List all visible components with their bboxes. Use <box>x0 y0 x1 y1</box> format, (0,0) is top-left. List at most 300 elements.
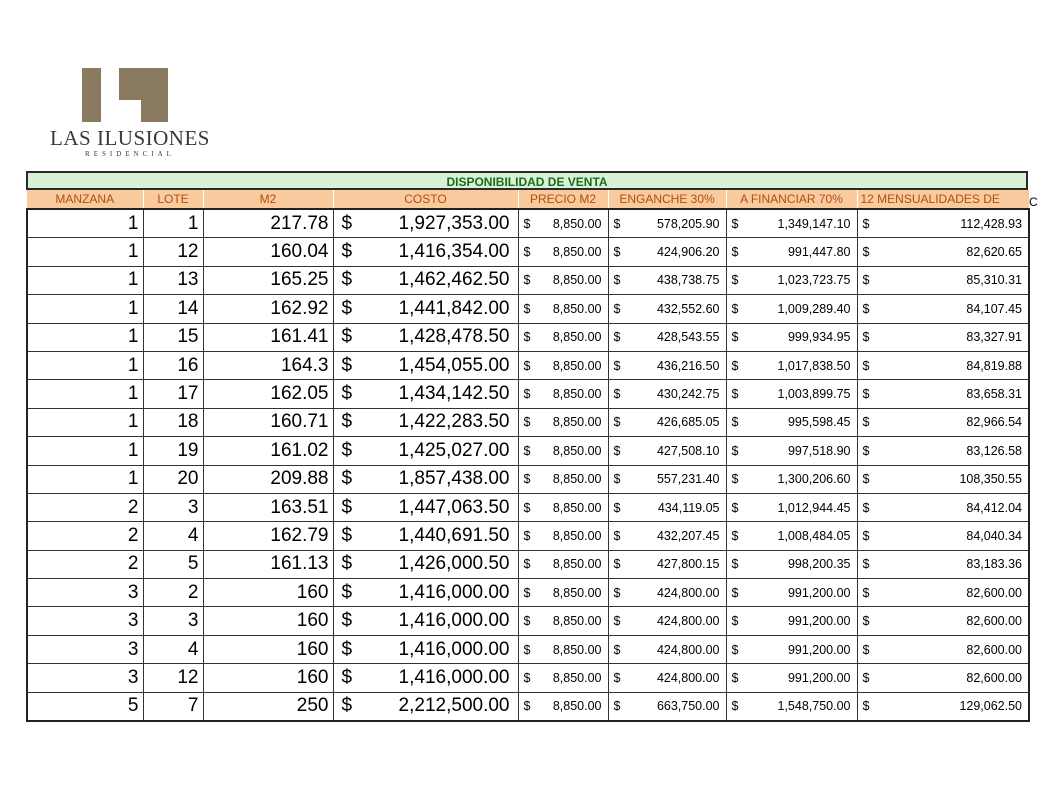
cell-financiar <box>726 493 857 521</box>
cell-financiar <box>726 664 857 692</box>
table-row <box>27 209 1029 238</box>
cell-m2: 250 <box>203 692 333 721</box>
amount: 84,107.45 <box>966 301 1022 316</box>
cell-manzana: 2 <box>27 522 143 550</box>
cell-manzana: 3 <box>27 635 143 663</box>
currency-symbol: $ <box>731 642 739 657</box>
cell-manzana: 3 <box>27 664 143 692</box>
amount: 8,850.00 <box>552 415 602 430</box>
amount: 1,023,723.75 <box>777 273 851 288</box>
amount: 85,310.31 <box>966 273 1022 288</box>
amount: 82,600.00 <box>966 585 1022 600</box>
currency-symbol: $ <box>731 443 739 458</box>
cell-financiar <box>726 380 857 408</box>
cell-lote: 7 <box>143 692 203 721</box>
cell-manzana: 5 <box>27 692 143 721</box>
cell-enganche <box>608 380 726 408</box>
amount: 8,850.00 <box>552 273 602 288</box>
amount: 84,819.88 <box>966 358 1022 373</box>
amount: 8,850.00 <box>552 301 602 316</box>
cell-mensualidades <box>857 408 1029 436</box>
amount: 995,598.45 <box>787 415 851 430</box>
header-manzana: MANZANA <box>27 190 143 209</box>
currency-symbol: $ <box>862 472 870 487</box>
cell-lote: 3 <box>143 607 203 635</box>
amount: 432,552.60 <box>656 301 720 316</box>
cell-lote: 15 <box>143 323 203 351</box>
cell-financiar <box>726 266 857 294</box>
amount: 991,200.00 <box>787 670 851 685</box>
currency-symbol: $ <box>523 472 531 487</box>
cell-costo <box>333 266 518 294</box>
cell-costo <box>333 323 518 351</box>
cell-precio-m2 <box>518 238 608 266</box>
amount: 1,447,063.50 <box>398 496 510 518</box>
table-row <box>27 607 1029 635</box>
cell-precio-m2 <box>518 550 608 578</box>
amount: 82,600.00 <box>966 614 1022 629</box>
cell-manzana: 1 <box>27 323 143 351</box>
currency-symbol: $ <box>341 383 353 405</box>
cell-enganche <box>608 635 726 663</box>
amount: 434,119.05 <box>657 500 720 515</box>
table-row <box>27 635 1029 663</box>
cell-m2: 209.88 <box>203 465 333 493</box>
cell-m2: 160 <box>203 664 333 692</box>
cell-enganche <box>608 522 726 550</box>
amount: 999,934.95 <box>787 330 851 345</box>
availability-sheet <box>26 171 1028 722</box>
amount: 8,850.00 <box>552 670 602 685</box>
cell-enganche <box>608 209 726 238</box>
amount: 8,850.00 <box>552 614 602 629</box>
currency-symbol: $ <box>613 330 621 345</box>
table-row <box>27 465 1029 493</box>
cell-costo <box>333 664 518 692</box>
amount: 428,543.55 <box>656 330 720 345</box>
cell-mensualidades <box>857 295 1029 323</box>
cell-manzana: 1 <box>27 380 143 408</box>
cell-lote: 20 <box>143 465 203 493</box>
currency-symbol: $ <box>523 614 531 629</box>
currency-symbol: $ <box>613 642 621 657</box>
cell-precio-m2 <box>518 465 608 493</box>
currency-symbol: $ <box>731 387 739 402</box>
currency-symbol: $ <box>862 443 870 458</box>
amount: 1,425,027.00 <box>398 439 510 461</box>
cell-m2: 161.02 <box>203 437 333 465</box>
currency-symbol: $ <box>523 216 531 231</box>
currency-symbol: $ <box>613 216 621 231</box>
amount: 1,416,354.00 <box>398 241 510 263</box>
amount: 1,008,484.05 <box>777 528 851 543</box>
cell-enganche <box>608 295 726 323</box>
header-m2: M2 <box>203 190 333 209</box>
amount: 8,850.00 <box>552 557 602 572</box>
table-row <box>27 351 1029 379</box>
amount: 83,183.36 <box>966 557 1022 572</box>
currency-symbol: $ <box>341 581 353 603</box>
currency-symbol: $ <box>731 614 739 629</box>
cell-manzana: 1 <box>27 238 143 266</box>
cell-lote: 5 <box>143 550 203 578</box>
header-financiar: A FINANCIAR 70% <box>726 190 857 209</box>
cell-enganche <box>608 323 726 351</box>
currency-symbol: $ <box>613 387 621 402</box>
currency-symbol: $ <box>523 387 531 402</box>
currency-symbol: $ <box>862 273 870 288</box>
currency-symbol: $ <box>523 699 531 714</box>
amount: 1,017,838.50 <box>777 358 851 373</box>
cell-lote: 17 <box>143 380 203 408</box>
cell-lote: 13 <box>143 266 203 294</box>
amount: 8,850.00 <box>552 699 602 714</box>
amount: 8,850.00 <box>552 642 602 657</box>
currency-symbol: $ <box>341 411 353 433</box>
currency-symbol: $ <box>341 354 353 376</box>
amount: 1,416,000.00 <box>398 638 510 660</box>
cell-mensualidades <box>857 209 1029 238</box>
amount: 83,327.91 <box>966 330 1022 345</box>
table-row <box>27 408 1029 436</box>
cell-precio-m2 <box>518 351 608 379</box>
cell-manzana: 3 <box>27 607 143 635</box>
cell-precio-m2 <box>518 607 608 635</box>
amount: 8,850.00 <box>552 245 602 260</box>
header-lote: LOTE <box>143 190 203 209</box>
currency-symbol: $ <box>862 358 870 373</box>
amount: 424,906.20 <box>656 245 720 260</box>
currency-symbol: $ <box>862 245 870 260</box>
cell-enganche <box>608 408 726 436</box>
currency-symbol: $ <box>731 216 739 231</box>
cell-manzana: 1 <box>27 295 143 323</box>
amount: 1,300,206.60 <box>777 472 851 487</box>
currency-symbol: $ <box>341 241 353 263</box>
cell-precio-m2 <box>518 579 608 607</box>
amount: 663,750.00 <box>656 699 720 714</box>
amount: 1,003,899.75 <box>777 387 851 402</box>
cell-manzana: 1 <box>27 209 143 238</box>
amount: 1,416,000.00 <box>398 581 510 603</box>
currency-symbol: $ <box>523 301 531 316</box>
cell-manzana: 2 <box>27 550 143 578</box>
currency-symbol: $ <box>523 528 531 543</box>
amount: 1,548,750.00 <box>777 699 851 714</box>
currency-symbol: $ <box>523 500 531 515</box>
cell-lote: 1 <box>143 209 203 238</box>
availability-table <box>26 190 1030 722</box>
amount: 427,800.15 <box>656 557 720 572</box>
currency-symbol: $ <box>731 670 739 685</box>
cell-mensualidades <box>857 266 1029 294</box>
cell-m2: 160.71 <box>203 408 333 436</box>
cell-financiar <box>726 295 857 323</box>
cell-lote: 16 <box>143 351 203 379</box>
cell-mensualidades <box>857 579 1029 607</box>
amount: 991,447.80 <box>787 245 851 260</box>
currency-symbol: $ <box>862 500 870 515</box>
currency-symbol: $ <box>731 699 739 714</box>
cell-costo <box>333 209 518 238</box>
cell-costo <box>333 408 518 436</box>
amount: 432,207.45 <box>656 528 720 543</box>
table-row <box>27 266 1029 294</box>
cell-mensualidades <box>857 351 1029 379</box>
currency-symbol: $ <box>862 216 870 231</box>
cell-costo <box>333 635 518 663</box>
currency-symbol: $ <box>731 358 739 373</box>
currency-symbol: $ <box>341 695 353 717</box>
currency-symbol: $ <box>613 358 621 373</box>
amount: 436,216.50 <box>656 358 720 373</box>
cell-m2: 161.41 <box>203 323 333 351</box>
cell-lote: 4 <box>143 522 203 550</box>
amount: 8,850.00 <box>552 528 602 543</box>
logo-subtitle: RESIDENCIAL <box>85 150 175 158</box>
cell-precio-m2 <box>518 493 608 521</box>
currency-symbol: $ <box>341 666 353 688</box>
cell-m2: 161.13 <box>203 550 333 578</box>
cell-costo <box>333 351 518 379</box>
cell-costo <box>333 437 518 465</box>
amount: 1,434,142.50 <box>398 383 510 405</box>
currency-symbol: $ <box>613 614 621 629</box>
currency-symbol: $ <box>862 557 870 572</box>
amount: 991,200.00 <box>787 585 851 600</box>
currency-symbol: $ <box>341 212 353 234</box>
currency-symbol: $ <box>523 670 531 685</box>
clipped-column-letter: C <box>1029 195 1038 209</box>
currency-symbol: $ <box>523 642 531 657</box>
cell-manzana: 1 <box>27 266 143 294</box>
cell-financiar <box>726 238 857 266</box>
amount: 82,620.65 <box>966 245 1022 260</box>
cell-mensualidades <box>857 635 1029 663</box>
currency-symbol: $ <box>731 415 739 430</box>
currency-symbol: $ <box>523 273 531 288</box>
currency-symbol: $ <box>862 585 870 600</box>
logo-mark-icon <box>80 66 170 124</box>
table-row <box>27 664 1029 692</box>
amount: 129,062.50 <box>959 699 1022 714</box>
cell-mensualidades <box>857 465 1029 493</box>
cell-enganche <box>608 465 726 493</box>
currency-symbol: $ <box>862 642 870 657</box>
currency-symbol: $ <box>341 297 353 319</box>
cell-financiar <box>726 465 857 493</box>
amount: 82,600.00 <box>966 642 1022 657</box>
currency-symbol: $ <box>341 496 353 518</box>
cell-precio-m2 <box>518 522 608 550</box>
cell-financiar <box>726 437 857 465</box>
amount: 424,800.00 <box>656 585 720 600</box>
cell-costo <box>333 522 518 550</box>
amount: 108,350.55 <box>959 472 1022 487</box>
amount: 84,040.34 <box>966 528 1022 543</box>
currency-symbol: $ <box>523 557 531 572</box>
currency-symbol: $ <box>613 245 621 260</box>
amount: 997,518.90 <box>787 443 851 458</box>
cell-enganche <box>608 692 726 721</box>
cell-manzana: 1 <box>27 408 143 436</box>
cell-financiar <box>726 692 857 721</box>
table-row <box>27 238 1029 266</box>
cell-lote: 12 <box>143 664 203 692</box>
currency-symbol: $ <box>341 468 353 490</box>
amount: 991,200.00 <box>787 642 851 657</box>
currency-symbol: $ <box>731 330 739 345</box>
cell-precio-m2 <box>518 437 608 465</box>
currency-symbol: $ <box>613 301 621 316</box>
amount: 84,412.04 <box>966 500 1022 515</box>
amount: 438,738.75 <box>656 273 720 288</box>
currency-symbol: $ <box>523 358 531 373</box>
currency-symbol: $ <box>613 528 621 543</box>
amount: 8,850.00 <box>552 585 602 600</box>
cell-m2: 217.78 <box>203 209 333 238</box>
currency-symbol: $ <box>731 557 739 572</box>
currency-symbol: $ <box>523 415 531 430</box>
cell-financiar <box>726 522 857 550</box>
cell-mensualidades <box>857 493 1029 521</box>
cell-precio-m2 <box>518 380 608 408</box>
currency-symbol: $ <box>862 528 870 543</box>
cell-financiar <box>726 408 857 436</box>
cell-costo <box>333 380 518 408</box>
cell-m2: 164.3 <box>203 351 333 379</box>
cell-mensualidades <box>857 238 1029 266</box>
cell-enganche <box>608 351 726 379</box>
amount: 424,800.00 <box>656 614 720 629</box>
currency-symbol: $ <box>862 614 870 629</box>
currency-symbol: $ <box>731 245 739 260</box>
currency-symbol: $ <box>862 301 870 316</box>
amount: 1,857,438.00 <box>398 468 510 490</box>
cell-mensualidades <box>857 607 1029 635</box>
header-costo: COSTO <box>333 190 518 209</box>
cell-costo <box>333 493 518 521</box>
amount: 557,231.40 <box>656 472 720 487</box>
currency-symbol: $ <box>341 638 353 660</box>
currency-symbol: $ <box>613 273 621 288</box>
currency-symbol: $ <box>523 443 531 458</box>
cell-lote: 12 <box>143 238 203 266</box>
table-body <box>27 209 1029 721</box>
cell-costo <box>333 465 518 493</box>
amount: 1,454,055.00 <box>398 354 510 376</box>
amount: 1,009,289.40 <box>777 301 851 316</box>
cell-m2: 160 <box>203 579 333 607</box>
cell-lote: 19 <box>143 437 203 465</box>
amount: 112,428.93 <box>960 216 1022 231</box>
cell-mensualidades <box>857 380 1029 408</box>
header-enganche: ENGANCHE 30% <box>608 190 726 209</box>
currency-symbol: $ <box>341 269 353 291</box>
amount: 426,685.05 <box>656 415 720 430</box>
amount: 82,600.00 <box>966 670 1022 685</box>
cell-lote: 18 <box>143 408 203 436</box>
amount: 8,850.00 <box>552 216 602 231</box>
cell-financiar <box>726 323 857 351</box>
cell-precio-m2 <box>518 664 608 692</box>
currency-symbol: $ <box>731 500 739 515</box>
table-row <box>27 692 1029 721</box>
amount: 8,850.00 <box>552 500 602 515</box>
currency-symbol: $ <box>613 557 621 572</box>
amount: 1,462,462.50 <box>398 269 510 291</box>
currency-symbol: $ <box>341 524 353 546</box>
cell-manzana: 3 <box>27 579 143 607</box>
table-row <box>27 579 1029 607</box>
cell-financiar <box>726 579 857 607</box>
header-precio-m2: PRECIO M2 <box>518 190 608 209</box>
amount: 424,800.00 <box>656 670 720 685</box>
currency-symbol: $ <box>731 585 739 600</box>
currency-symbol: $ <box>862 330 870 345</box>
amount: 1,012,944.45 <box>777 500 851 515</box>
currency-symbol: $ <box>613 670 621 685</box>
cell-costo <box>333 692 518 721</box>
logo-name: LAS ILUSIONES <box>50 126 210 150</box>
cell-mensualidades <box>857 664 1029 692</box>
cell-financiar <box>726 607 857 635</box>
cell-financiar <box>726 635 857 663</box>
table-row <box>27 380 1029 408</box>
cell-m2: 160.04 <box>203 238 333 266</box>
cell-mensualidades <box>857 323 1029 351</box>
table-row <box>27 437 1029 465</box>
currency-symbol: $ <box>613 443 621 458</box>
amount: 8,850.00 <box>552 443 602 458</box>
amount: 1,416,000.00 <box>398 610 510 632</box>
cell-enganche <box>608 437 726 465</box>
currency-symbol: $ <box>613 699 621 714</box>
cell-costo <box>333 550 518 578</box>
currency-symbol: $ <box>341 326 353 348</box>
amount: 83,126.58 <box>966 443 1022 458</box>
amount: 578,205.90 <box>656 216 720 231</box>
amount: 1,422,283.50 <box>398 411 510 433</box>
amount: 1,441,842.00 <box>398 297 510 319</box>
amount: 83,658.31 <box>966 387 1022 402</box>
cell-costo <box>333 238 518 266</box>
amount: 8,850.00 <box>552 330 602 345</box>
amount: 1,349,147.10 <box>777 216 851 231</box>
cell-m2: 162.92 <box>203 295 333 323</box>
table-row <box>27 493 1029 521</box>
cell-mensualidades <box>857 522 1029 550</box>
cell-m2: 162.79 <box>203 522 333 550</box>
cell-precio-m2 <box>518 266 608 294</box>
cell-financiar <box>726 209 857 238</box>
currency-symbol: $ <box>341 439 353 461</box>
table-row <box>27 550 1029 578</box>
currency-symbol: $ <box>731 472 739 487</box>
currency-symbol: $ <box>613 472 621 487</box>
currency-symbol: $ <box>731 301 739 316</box>
currency-symbol: $ <box>613 415 621 430</box>
cell-precio-m2 <box>518 295 608 323</box>
amount: 430,242.75 <box>656 387 720 402</box>
cell-m2: 165.25 <box>203 266 333 294</box>
table-row <box>27 323 1029 351</box>
currency-symbol: $ <box>862 699 870 714</box>
currency-symbol: $ <box>613 500 621 515</box>
header-row <box>27 190 1029 209</box>
cell-financiar <box>726 351 857 379</box>
amount: 8,850.00 <box>552 472 602 487</box>
